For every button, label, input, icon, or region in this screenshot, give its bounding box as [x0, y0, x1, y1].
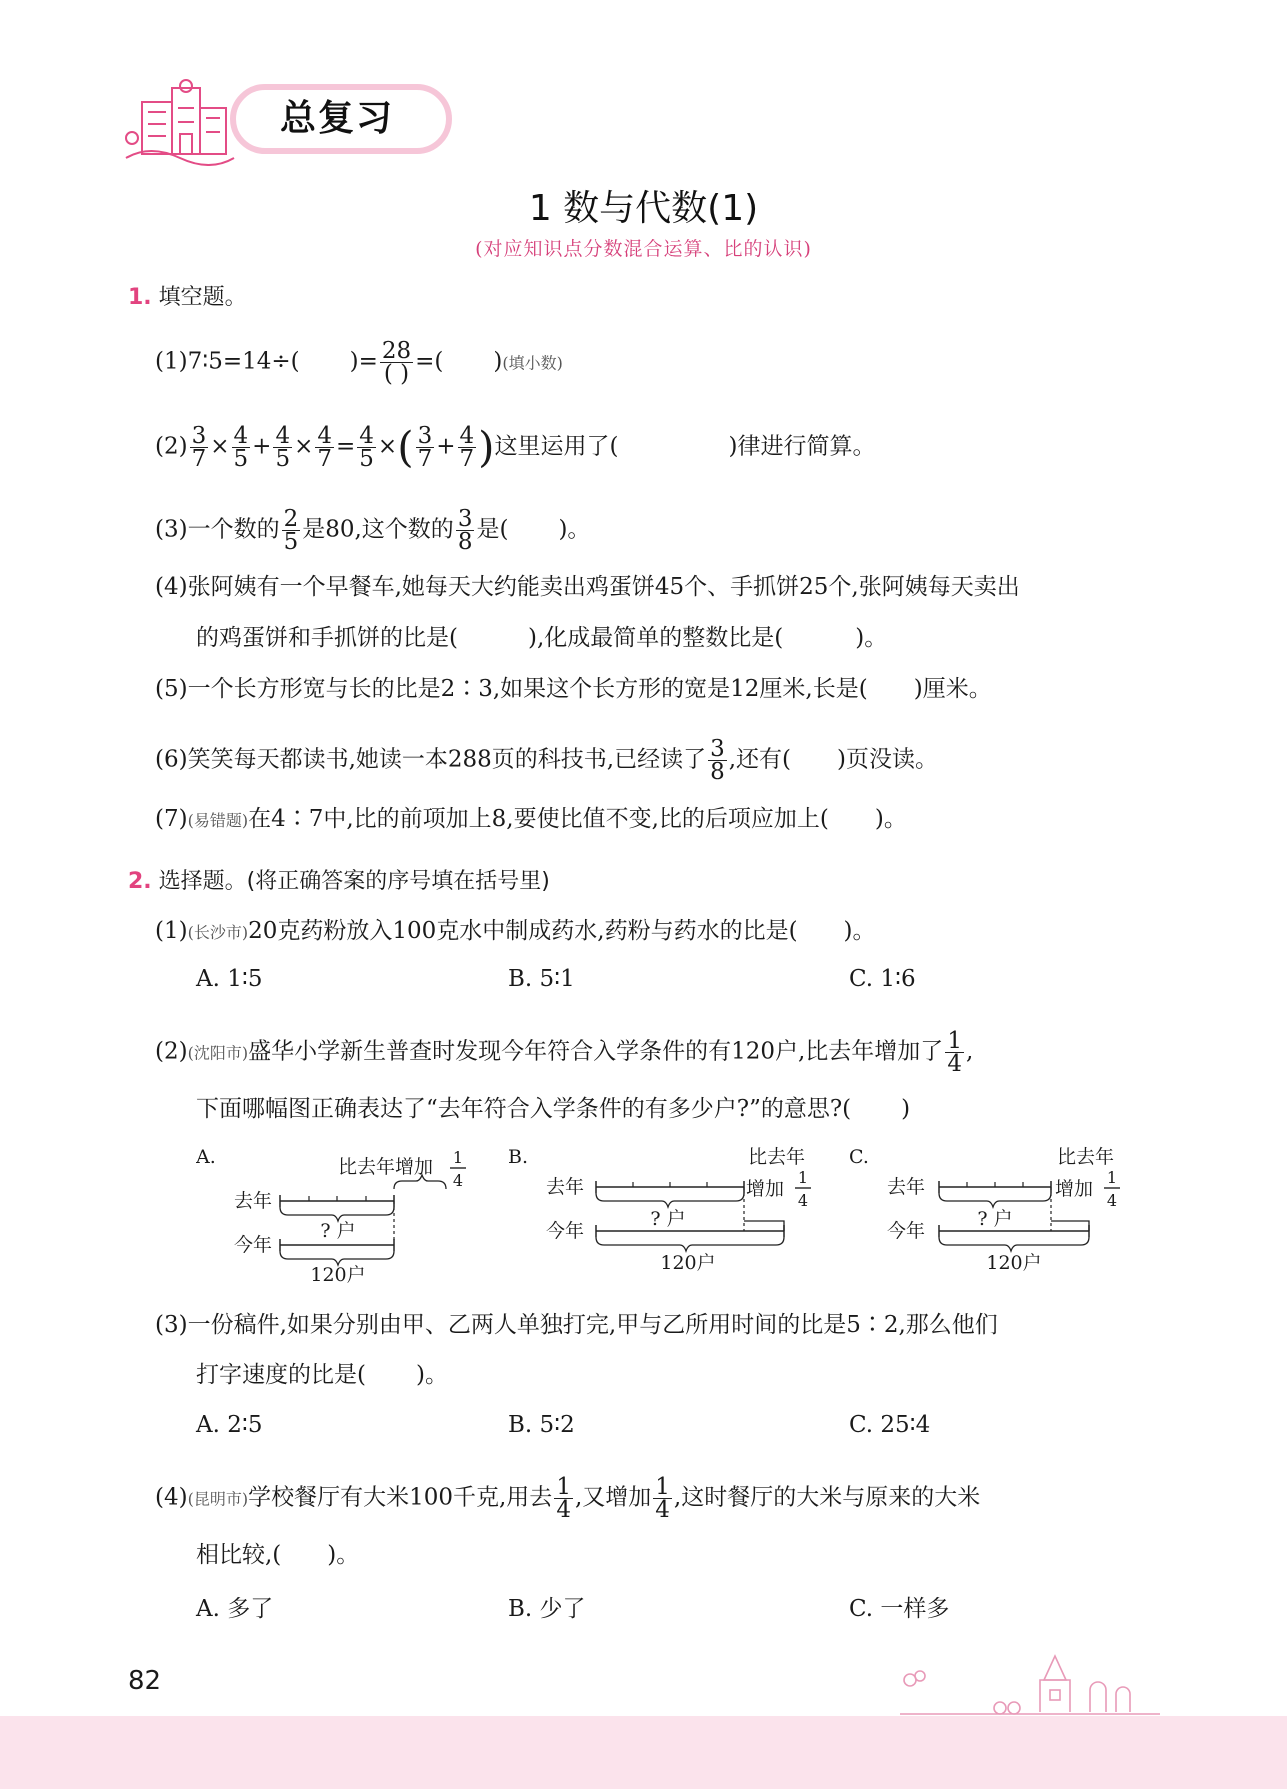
fraction	[456, 508, 475, 553]
question-title: 选择题。(将正确答案的序号填在括号里)	[158, 869, 550, 894]
text: 是(	[476, 516, 509, 543]
q2-item-2-line-2	[196, 1094, 910, 1124]
denominator: 7	[317, 446, 332, 472]
numerator: 4	[317, 423, 332, 449]
this-year-label: 今年	[887, 1220, 926, 1242]
text: 学校餐厅有大米100千克,用去	[248, 1484, 553, 1511]
this-year-label: 今年	[234, 1234, 273, 1256]
q2-1-option-b[interactable]: B. 5∶1	[508, 966, 575, 992]
numerator: 1	[556, 1474, 571, 1500]
q2-3-option-a[interactable]: A. 2∶5	[196, 1412, 263, 1438]
q2-item-2-line-1	[155, 1030, 973, 1075]
denominator: 4	[556, 1497, 571, 1523]
numerator: 3	[417, 423, 433, 449]
tag-city: (长沙市)	[187, 923, 249, 942]
text: 的鸡蛋饼和手抓饼的比是(	[196, 625, 458, 651]
increase-label-part-2: 增加	[746, 1178, 785, 1200]
numerator: 2	[283, 506, 299, 532]
operator: +	[252, 433, 272, 460]
text: )。	[843, 918, 876, 944]
question-number: 2.	[128, 869, 152, 894]
operator: +	[436, 433, 456, 460]
question-2-heading	[128, 864, 550, 895]
denominator: 8	[457, 529, 473, 555]
unknown-label: ? 户	[650, 1208, 686, 1230]
diagram-option-a[interactable]	[196, 1145, 486, 1285]
text: (4)	[155, 1484, 188, 1511]
diagram-option-b[interactable]	[508, 1145, 828, 1275]
q1-item-4-line-2	[196, 623, 887, 653]
total-brace	[939, 1237, 1089, 1251]
castle-decoration-icon	[880, 1650, 1180, 1720]
text: ,这时餐厅的大米与原来的大米	[673, 1484, 981, 1511]
fraction	[273, 425, 292, 470]
numerator: 3	[710, 736, 725, 762]
last-year-label: 去年	[234, 1190, 273, 1212]
numerator: 4	[359, 423, 374, 449]
fraction	[554, 1476, 573, 1521]
denominator: 4	[947, 1051, 962, 1077]
increase-label-part-1: 比去年	[1057, 1146, 1115, 1168]
q2-3-option-b[interactable]: B. 5∶2	[508, 1412, 575, 1438]
text: (6)笑笑每天都读书,她读一本288页的科技书,已经读了	[155, 746, 707, 773]
q1-item-4-line-1: (4)张阿姨有一个早餐车,她每天大约能卖出鸡蛋饼45个、手抓饼25个,张阿姨每天卖出	[155, 574, 1020, 600]
increase-label-part-1: 比去年	[748, 1146, 806, 1168]
fraction-numerator: 1	[797, 1168, 809, 1187]
text: (1)7∶5=14÷(	[155, 348, 300, 375]
unknown-brace	[280, 1207, 394, 1221]
text: )。	[415, 1362, 448, 1388]
banner-title: 总复习	[280, 98, 395, 139]
total-brace	[280, 1251, 394, 1265]
paren: (	[397, 422, 414, 472]
q1-item-5	[155, 674, 992, 704]
increase-label: 比去年增加	[338, 1156, 434, 1178]
q2-item-3-line-1: (3)一份稿件,如果分别由甲、乙两人单独打完,甲与乙所用时间的比是5∶2,那么他们	[155, 1312, 998, 1338]
paren: )	[478, 422, 495, 472]
text: (2)	[155, 433, 188, 460]
fraction	[357, 425, 376, 470]
tag-error-prone: (易错题)	[187, 811, 249, 830]
text: 下面哪幅图正确表达了“去年符合入学条件的有多少户?”的意思?(	[196, 1096, 852, 1122]
tag-city: (昆明市)	[187, 1489, 249, 1509]
fraction	[458, 425, 477, 470]
denominator: 5	[283, 529, 299, 555]
section-title: 1 数与代数(1)	[528, 188, 759, 229]
text: 盛华小学新生普查时发现今年符合入学条件的有120户,比去年增加了	[248, 1038, 944, 1065]
q2-4-option-c[interactable]: C. 一样多	[849, 1596, 950, 1622]
text: (5)一个长方形宽与长的比是2∶3,如果这个长方形的宽是12厘米,长是(	[155, 676, 868, 702]
text: (7)	[155, 806, 188, 832]
denominator: 7	[417, 446, 433, 472]
note: (填小数)	[502, 353, 563, 373]
section-subtitle: (对应知识点分数混合运算、比的认识)	[475, 238, 812, 260]
page-number: 82	[128, 1666, 162, 1696]
text: )。	[874, 806, 907, 832]
total-label: 120户	[660, 1252, 716, 1274]
diagram-label: A.	[196, 1146, 216, 1168]
fraction-numerator: 1	[1106, 1168, 1118, 1187]
operator: =	[336, 433, 356, 460]
operator: ×	[377, 433, 398, 460]
q2-item-1	[155, 916, 876, 948]
diagram-option-c[interactable]	[849, 1145, 1139, 1275]
fraction-denominator: 4	[452, 1171, 464, 1190]
fraction	[416, 425, 435, 470]
text: ,又增加	[574, 1484, 652, 1511]
fraction	[945, 1030, 964, 1075]
fraction-denominator: 4	[797, 1191, 809, 1210]
numerator: 4	[233, 423, 249, 449]
text: )=	[349, 348, 378, 375]
denominator: 4	[655, 1497, 670, 1523]
this-year-label: 今年	[546, 1220, 585, 1242]
increase-brace	[1051, 1221, 1089, 1231]
fraction	[282, 508, 301, 553]
total-label: 120户	[310, 1264, 366, 1285]
q2-4-option-b[interactable]: B. 少了	[508, 1596, 586, 1622]
footer-band	[0, 1716, 1287, 1789]
q2-1-option-a[interactable]: A. 1∶5	[196, 966, 263, 992]
denominator: 7	[191, 446, 207, 472]
text: 在4∶7中,比的前项加上8,要使比值不变,比的后项应加上(	[248, 806, 829, 832]
fraction	[232, 425, 251, 470]
total-brace	[596, 1237, 784, 1251]
unknown-brace	[939, 1193, 1051, 1207]
text: (2)	[155, 1038, 188, 1065]
text: )。	[558, 516, 591, 543]
text: (3)一个数的	[155, 516, 280, 543]
numerator: 28	[381, 338, 412, 364]
fraction-denominator: 4	[1106, 1191, 1118, 1210]
q2-item-4-line-2	[196, 1540, 359, 1570]
numerator: 4	[275, 423, 291, 449]
text: ),化成最简单的整数比是(	[527, 625, 784, 651]
denominator: 5	[275, 446, 291, 472]
numerator: 3	[191, 423, 207, 449]
denominator: 5	[359, 446, 374, 472]
fraction	[708, 738, 727, 783]
operator: ×	[210, 433, 230, 460]
operator: ×	[294, 433, 314, 460]
denominator: 7	[459, 446, 475, 472]
q1-item-7	[155, 804, 907, 836]
denominator: 8	[710, 759, 725, 785]
text: 相比较,(	[196, 1542, 282, 1568]
text: )。	[855, 625, 888, 651]
diagram-label: B.	[508, 1146, 529, 1168]
q1-item-3	[155, 508, 590, 553]
question-1-heading	[128, 280, 247, 311]
text: )页没读。	[837, 746, 939, 773]
fraction	[315, 425, 334, 470]
text: ,	[965, 1038, 974, 1065]
text: 打字速度的比是(	[196, 1362, 366, 1388]
numerator: 1	[655, 1474, 670, 1500]
section-banner	[120, 78, 460, 166]
text: 20克药粉放入100克水中制成药水,药粉与药水的比是(	[248, 918, 798, 944]
tag-city: (沈阳市)	[187, 1043, 249, 1063]
text: 是80,这个数的	[302, 516, 454, 543]
denominator-blank[interactable]: ( )	[383, 361, 410, 387]
q1-item-6	[155, 738, 938, 783]
question-title: 填空题。	[158, 285, 247, 310]
numerator: 3	[457, 506, 473, 532]
q1-item-1	[155, 340, 563, 385]
text: )	[901, 1096, 911, 1122]
q1-item-2	[155, 422, 876, 472]
last-year-label: 去年	[546, 1176, 585, 1198]
fraction-numerator: 1	[452, 1148, 464, 1167]
q2-item-4-line-1	[155, 1476, 980, 1521]
q2-3-option-c[interactable]: C. 25∶4	[849, 1412, 931, 1438]
text: )	[493, 348, 503, 375]
text: (1)	[155, 918, 188, 944]
question-number: 1.	[128, 285, 152, 310]
q2-1-option-c[interactable]: C. 1∶6	[849, 966, 916, 992]
text: 这里运用了(	[494, 433, 619, 460]
text: )律进行简算。	[728, 433, 876, 460]
numerator: 4	[459, 423, 475, 449]
q2-4-option-a[interactable]: A. 多了	[196, 1596, 274, 1622]
fraction	[380, 340, 413, 385]
denominator: 5	[233, 446, 249, 472]
increase-label-part-2: 增加	[1055, 1178, 1094, 1200]
fraction	[190, 425, 209, 470]
diagram-label: C.	[849, 1146, 869, 1168]
unknown-label: ? 户	[977, 1208, 1013, 1230]
fraction	[653, 1476, 672, 1521]
last-year-label: 去年	[887, 1176, 926, 1198]
text: ,还有(	[728, 746, 792, 773]
total-label: 120户	[986, 1252, 1042, 1274]
unknown-label: ? 户	[320, 1220, 356, 1242]
q2-item-3-line-2	[196, 1360, 448, 1390]
numerator: 1	[947, 1028, 962, 1054]
text: )。	[327, 1542, 360, 1568]
increase-brace	[744, 1221, 784, 1231]
text: =(	[415, 348, 444, 375]
school-building-icon	[120, 78, 240, 166]
text: )厘米。	[913, 676, 992, 702]
unknown-brace	[596, 1193, 744, 1207]
